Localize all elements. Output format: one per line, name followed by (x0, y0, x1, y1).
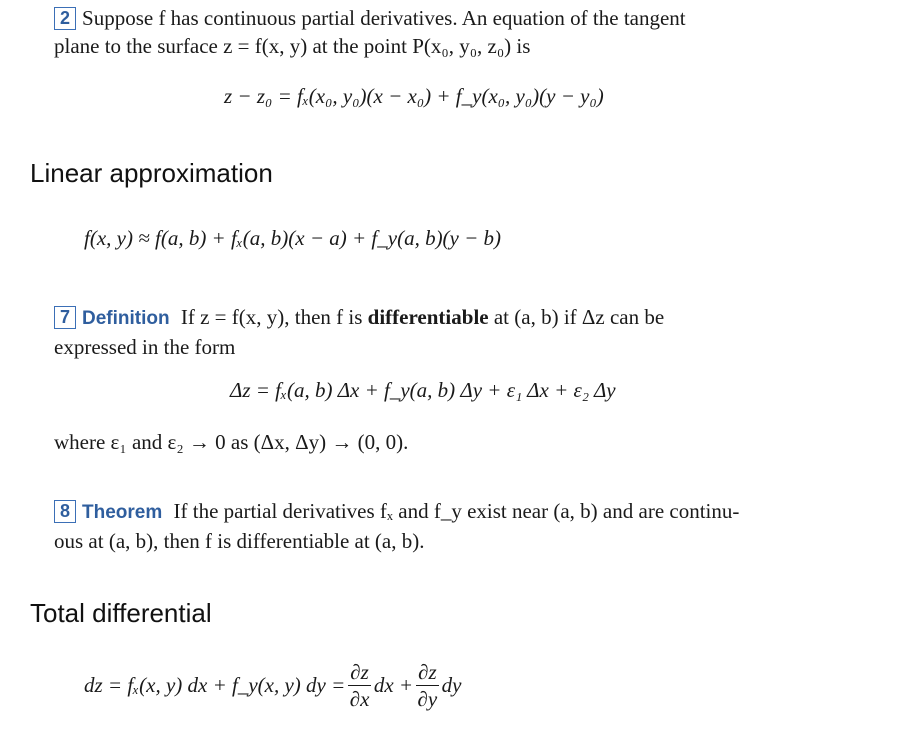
definition-text-2: at (a, b) if Δz can be (493, 305, 665, 329)
box-number-2: 2 (54, 7, 76, 30)
theorem-line-1 (54, 497, 894, 527)
tangent-plane-line-1 (54, 4, 894, 32)
theorem-text-1: If the partial derivatives fₓ and f_y exist near (a, b) and are continu- (173, 499, 740, 523)
total-differential-lhs: dz = fₓ(x, y) dx + f_y(x, y) dy = (84, 673, 346, 697)
definition-block (54, 303, 894, 361)
fraction-dz-dy-denominator: ∂y (417, 687, 438, 711)
definition-bold-word: differentiable (367, 305, 489, 329)
fraction-dz-dx-numerator: ∂z (350, 660, 369, 684)
fraction-dz-dy-numerator: ∂z (418, 660, 437, 684)
box-number-8: 8 (54, 500, 76, 523)
tangent-plane-text-1: Suppose f has continuous partial derivatives. An equation of the tangent (82, 6, 686, 30)
fraction-dz-dx-denominator: ∂x (349, 687, 370, 711)
theorem-label: Theorem (82, 502, 163, 523)
definition-line-2: expressed in the form (54, 335, 236, 359)
fraction-dz-dy (416, 660, 439, 711)
heading-total-differential: Total differential (30, 598, 212, 628)
tangent-plane-equation: z − z₀ = fₓ(x₀, y₀)(x − x₀) + f_y(x₀, y₀)(y − y₀) (224, 84, 604, 108)
definition-label: Definition (82, 308, 170, 329)
box-number-7: 7 (54, 306, 76, 329)
theorem-block (54, 497, 894, 555)
linear-approximation-equation: f(x, y) ≈ f(a, b) + fₓ(a, b)(x − a) + f_y(a, b)(y − b) (84, 226, 502, 250)
total-differential-end: dy (441, 673, 462, 697)
total-differential-equation (84, 660, 462, 711)
definition-text-1: If z = f(x, y), then f is (180, 305, 363, 329)
definition-equation: Δz = fₓ(a, b) Δx + f_y(a, b) Δy + ε₁ Δx + ε₂ Δy (230, 378, 616, 402)
tangent-plane-line-2: plane to the surface z = f(x, y) at the point P(x₀, y₀, z₀) is (54, 34, 531, 58)
definition-line-1 (54, 303, 894, 333)
tangent-plane-block (54, 4, 894, 60)
total-differential-mid: dx + (373, 673, 414, 697)
fraction-dz-dx (348, 660, 371, 711)
theorem-line-2: ous at (a, b), then f is differentiable at (a, b). (54, 529, 425, 553)
definition-where-line: where ε₁ and ε₂ → 0 as (Δx, Δy) → (0, 0). (54, 430, 409, 454)
heading-linear-approximation: Linear approximation (30, 158, 273, 188)
